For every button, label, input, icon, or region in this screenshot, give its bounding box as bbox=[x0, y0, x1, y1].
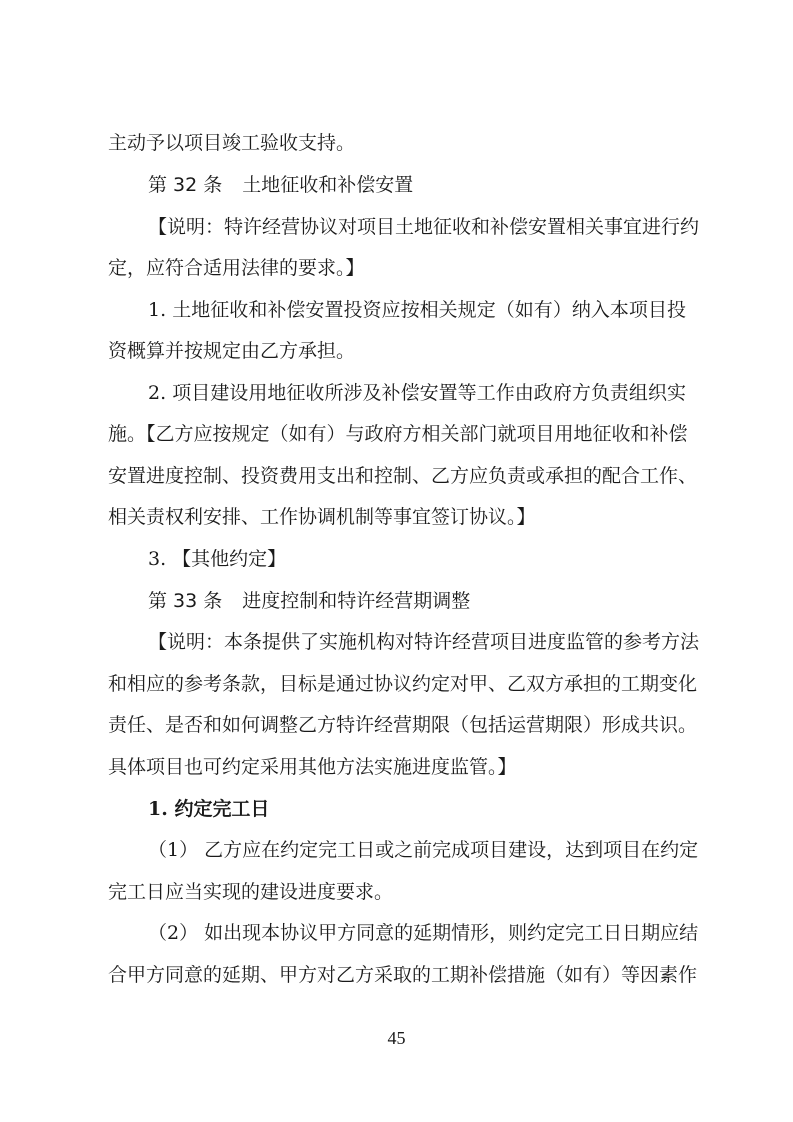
note-line: 【说明：特许经营协议对项目土地征收和补偿安置相关事宜进行约 bbox=[148, 216, 700, 238]
note-line: 【说明：本条提供了实施机构对特许经营项目进度监管的参考方法 bbox=[148, 631, 700, 653]
clause-line: 资概算并按规定由乙方承担。 bbox=[108, 340, 356, 362]
article-title: 土地征收和补偿安置 bbox=[242, 174, 414, 196]
note-line: 定，应符合适用法律的要求。】 bbox=[108, 257, 365, 279]
text-line: 主动予以项目竣工验收支持。 bbox=[108, 132, 356, 154]
note-line: 和相应的参考条款，目标是通过协议约定对甲、乙双方承担的工期变化 bbox=[108, 673, 698, 695]
clause-line: （1） 乙方应在约定完工日或之前完成项目建设，达到项目在约定 bbox=[148, 839, 699, 861]
note-line: 具体项目也可约定采用其他方法实施进度监管。】 bbox=[108, 756, 517, 778]
article-title: 进度控制和特许经营期调整 bbox=[242, 590, 471, 612]
note-line: 责任、是否和如何调整乙方特许经营期限（包括运营期限）形成共识。 bbox=[108, 714, 698, 736]
article-33-heading bbox=[148, 589, 470, 613]
subsection-heading: 1. 约定完工日 bbox=[148, 798, 270, 820]
article-number: 第 32 条 bbox=[148, 174, 223, 196]
page-number: 45 bbox=[387, 1028, 406, 1048]
clause-line: 施。【乙方应按规定（如有）与政府方相关部门就项目用地征收和补偿 bbox=[108, 423, 688, 445]
article-32-heading bbox=[148, 173, 413, 197]
clause-line: 完工日应当实现的建设进度要求。 bbox=[108, 881, 394, 903]
clause-line: （2） 如出现本协议甲方同意的延期情形，则约定完工日日期应结 bbox=[148, 922, 699, 944]
clause-line: 2. 项目建设用地征收所涉及补偿安置等工作由政府方负责组织实 bbox=[148, 382, 686, 404]
clause-line: 安置进度控制、投资费用支出和控制、乙方应负责或承担的配合工作、 bbox=[108, 465, 698, 487]
article-number: 第 33 条 bbox=[148, 590, 223, 612]
clause-line: 相关责权利安排、工作协调机制等事宜签订协议。】 bbox=[108, 506, 536, 528]
clause-line: 3. 【其他约定】 bbox=[148, 548, 287, 570]
clause-line: 合甲方同意的延期、甲方对乙方采取的工期补偿措施（如有）等因素作 bbox=[108, 964, 698, 986]
clause-line: 1. 土地征收和补偿安置投资应按相关规定（如有）纳入本项目投 bbox=[148, 299, 686, 321]
